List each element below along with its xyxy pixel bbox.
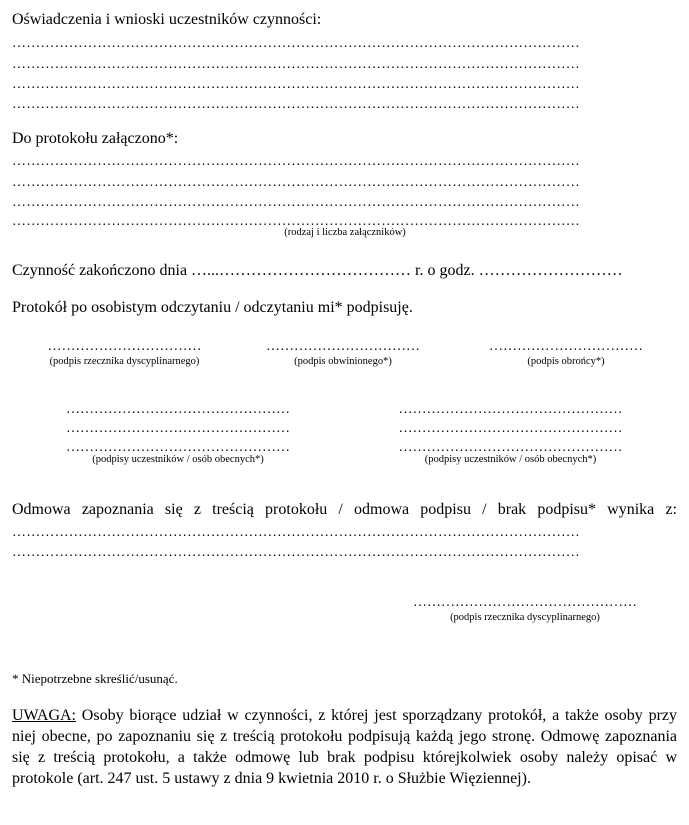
participant-line[interactable]: ………………………………………… [66, 440, 290, 455]
participant-line[interactable]: ………………………………………… [398, 402, 623, 417]
statements-line-3[interactable]: ………………………………………………………………………………………………………… [12, 77, 580, 92]
statements-line-4[interactable]: ………………………………………………………………………………………………………… [12, 97, 580, 112]
participants-caption: (podpisy uczestników / osób obecnych*) [424, 454, 597, 465]
participant-line[interactable]: ………………………………………… [66, 402, 290, 417]
final-signature-caption: (podpis rzecznika dyscyplinarnego) [450, 612, 600, 623]
participant-line[interactable]: ………………………………………… [398, 421, 623, 436]
signature-line[interactable]: …………………………… [489, 340, 643, 354]
signature-line[interactable]: …………………………… [47, 340, 202, 354]
attachments-line-3[interactable]: ………………………………………………………………………………………………………… [12, 195, 580, 210]
statements-heading: Oświadczenia i wnioski uczestników czynności: [12, 11, 322, 28]
completion-line: Czynność zakończono dnia …...……………………………… r. o godz. ……………………… [12, 262, 623, 279]
signature-caption: (podpis obrońcy*) [527, 356, 605, 367]
footnote: * Niepotrzebne skreślić/usunąć. [12, 671, 178, 686]
signature-disciplinary-officer[interactable] [22, 340, 227, 367]
attachments-line-4[interactable]: ………………………………………………………………………………………………………… [12, 214, 580, 229]
participant-line[interactable]: ………………………………………… [398, 440, 623, 455]
refusal-line-2[interactable]: ………………………………………………………………………………………………………… [12, 545, 580, 560]
note-label: UWAGA: [12, 707, 76, 724]
signature-line[interactable]: …………………………… [266, 340, 420, 354]
signature-accused[interactable] [243, 340, 443, 367]
reading-statement: Protokół po osobistym odczytaniu / odczytaniu mi* podpisuję. [12, 299, 413, 316]
attachments-heading: Do protokołu załączono*: [12, 130, 179, 147]
note-text: Osoby biorące udział w czynności, z której jest sporządzany protokół, a także osoby przy niej obecne, po zapoznaniu się z treścią protokołu podpisują każdą jego stronę. Odmowę zapoznania się z treścią protokołu, a także odmowę lub brak podpisu którejkolwiek osoby należy opisać w protokole (art. 247 ust. 5 ustawy z dnia 9 kwietnia 2010 r. o Służbie Więziennej). [12, 707, 677, 787]
signature-caption: (podpis obwinionego*) [294, 356, 392, 367]
participants-left [28, 400, 328, 465]
statements-line-2[interactable]: ………………………………………………………………………………………………………… [12, 57, 580, 72]
refusal-text: Odmowa zapoznania się z treścią protokołu / odmowa podpisu / brak podpisu* wynika z: [12, 501, 677, 518]
note-paragraph [12, 705, 677, 789]
final-signature[interactable] [380, 596, 670, 623]
attachments-line-2[interactable]: ………………………………………………………………………………………………………… [12, 175, 580, 190]
signature-defender[interactable] [460, 340, 672, 367]
signature-caption: (podpis rzecznika dyscyplinarnego) [49, 356, 200, 367]
statements-line-1[interactable]: ………………………………………………………………………………………………………… [12, 36, 580, 51]
refusal-line-1[interactable]: ………………………………………………………………………………………………………… [12, 525, 580, 540]
attachments-caption: (rodzaj i liczba załączników) [284, 227, 406, 238]
participants-caption: (podpisy uczestników / osób obecnych*) [92, 454, 264, 465]
participants-right [358, 400, 663, 465]
participant-line[interactable]: ………………………………………… [66, 421, 290, 436]
final-signature-line[interactable]: ………………………………………… [413, 596, 637, 610]
attachments-line-1[interactable]: ………………………………………………………………………………………………………… [12, 154, 580, 169]
